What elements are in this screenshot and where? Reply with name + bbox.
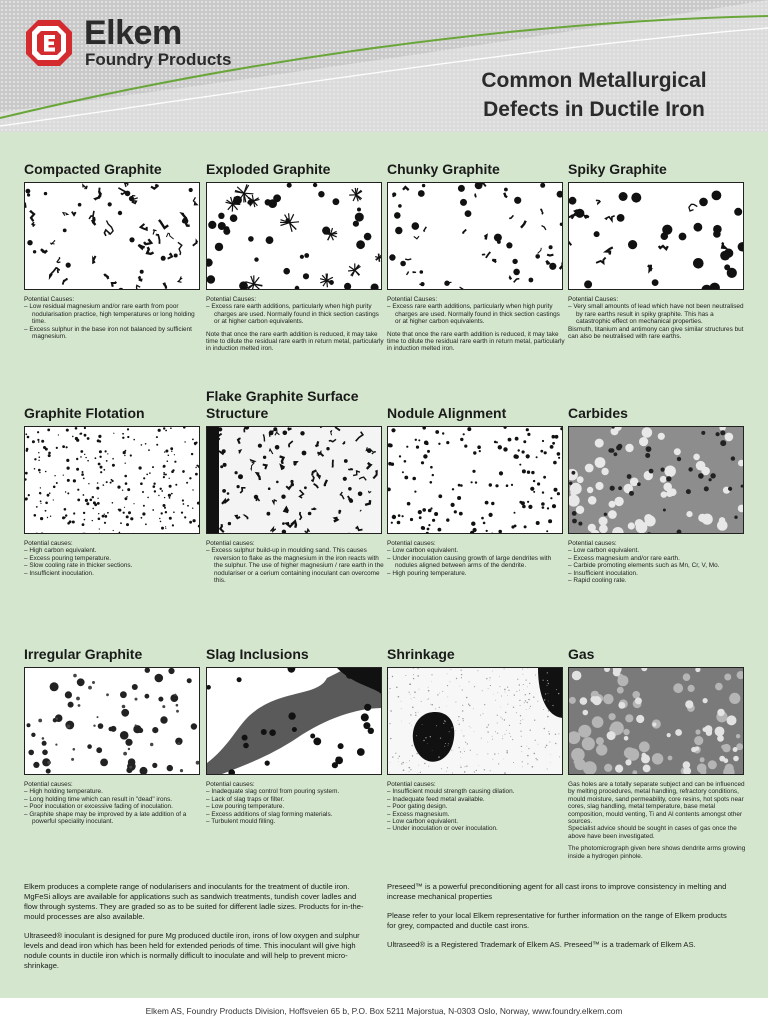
defect-photo-frame [24, 426, 200, 534]
micrograph-image [207, 668, 382, 775]
page-title-line-2: Defects in Ductile Iron [483, 98, 705, 121]
micrograph-image [569, 668, 744, 775]
defect-photo-frame [387, 426, 563, 534]
defect-photo-frame [568, 426, 744, 534]
cause-text: Potential Causes: [387, 296, 438, 303]
cause-text: The photomicrograph given here shows dendrite arms growing inside a hydrogen pinhole. [568, 845, 746, 860]
bottom-right-text [387, 882, 737, 950]
micrograph-image [569, 183, 744, 290]
cause-text: Potential causes: [206, 540, 255, 547]
defect-photo-frame [387, 182, 563, 290]
defect-causes [206, 296, 384, 353]
bottom-left-paragraph: Elkem produces a complete range of nodularisers and inoculants for the treatment of ductile iron. MgFeSi alloys are available for applications such as sandwich treatments, tundish cover ladles and flow through systems. They are graded so as to be suited for different ladle sizes. Products for in-the-mould processes are also available. [24, 882, 364, 921]
defect-causes [24, 781, 202, 825]
defect-card-graphite-flotation [24, 405, 202, 577]
defect-card-gas [568, 646, 746, 860]
cause-item: – High holding temperature. [24, 788, 103, 796]
cause-item: – Inadequate slag control from pouring system. [206, 788, 340, 796]
micrograph-image [25, 427, 200, 534]
cause-item: – Low carbon equivalent. [387, 818, 459, 826]
cause-text: Note that once the rare earth addition is reduced, it may take time to dilute the residual rare earth in return metal, particularly in induction melted iron. [206, 330, 384, 353]
cause-item: – Excess magnesium. [387, 810, 450, 818]
micrograph-image [388, 183, 563, 290]
defect-causes [206, 540, 384, 584]
cause-item: – Lack of slag traps or filter. [206, 795, 285, 803]
brand-subtitle: Foundry Products [85, 50, 232, 69]
cause-item: – Low residual magnesium and/or rare earth from poor nodularisation practice, high temperatures or long holding time. [24, 303, 195, 326]
defect-card-shrinkage [387, 646, 565, 833]
cause-item: – Poor inoculation or excessive fading of inoculation. [24, 803, 173, 811]
defect-card-slag-inclusions [206, 646, 384, 826]
defect-title: Chunky Graphite [387, 161, 500, 177]
defect-causes [387, 296, 565, 353]
micrograph-image [388, 668, 563, 775]
cause-item: – Poor gating design. [387, 803, 448, 811]
micrograph-image [569, 427, 744, 534]
cause-item: – High pouring temperature. [387, 569, 467, 577]
cause-text: Potential causes: [24, 781, 73, 788]
defect-causes [568, 781, 746, 860]
bottom-left-paragraph: Ultraseed® inoculant is designed for pure Mg produced ductile iron, irons of low oxygen and sulphur levels and dead iron which has been held for extended periods of time. This inoculant will give high nodule counts in ductile iron which is normally difficult to inoculate and will help to prevent micro-shrinkage. [24, 931, 360, 970]
defect-title: Nodule Alignment [387, 405, 507, 421]
defect-title: Carbides [568, 405, 628, 421]
footer-address: Elkem AS, Foundry Products Division, Hoffsveien 65 b, P.O. Box 5211 Majorstua, N-0303 Oslo, Norway, www.foundry.elkem.com [0, 998, 768, 1024]
defect-causes [568, 540, 746, 584]
defect-card-exploded-graphite [206, 161, 384, 353]
bottom-right-paragraph: Please refer to your local Elkem representative for further information on the range of Elkem products for grey, compacted and ductile cast irons. [387, 911, 727, 930]
defect-photo-frame [387, 667, 563, 775]
page-header [0, 0, 768, 132]
cause-item: – Excess magnesium and/or rare earth. [568, 554, 680, 562]
defect-causes [206, 781, 384, 825]
defect-photo-frame [568, 667, 744, 775]
defect-title: Shrinkage [387, 646, 455, 662]
elkem-logo-icon [24, 18, 74, 68]
cause-text: Potential causes: [387, 540, 436, 547]
defect-title: Slag Inclusions [206, 646, 309, 662]
cause-text: Potential causes: [387, 781, 436, 788]
cause-text: Potential Causes: [568, 296, 619, 303]
defect-photo-frame [24, 667, 200, 775]
cause-item: – Turbulent mould filling. [206, 818, 276, 826]
micrograph-image [388, 427, 563, 534]
cause-item: – Low pouring temperature. [206, 803, 285, 811]
defect-photo-frame [206, 182, 382, 290]
cause-item: – Very small amounts of lead which have not been neutralised by rare earths result in spiky graphite. This has a catastrophic effect on mechanical properties. [568, 303, 744, 326]
defect-causes [24, 296, 202, 340]
defect-causes [568, 296, 746, 340]
micrograph-image [207, 183, 382, 290]
micrograph-image [25, 183, 200, 290]
cause-text: Potential causes: [568, 540, 617, 547]
cause-item: – Excess additions of slag forming materials. [206, 810, 333, 818]
defect-card-flake-graphite-surface-structure [206, 388, 384, 585]
page-title-line-1: Common Metallurgical [481, 69, 707, 92]
cause-item: – High carbon equivalent. [24, 547, 97, 555]
page-title [444, 66, 744, 124]
cause-item: – Excess rare earth additions, particularly when high purity charges are used. Normally found in thick section castings or at higher carbon equivalents. [206, 303, 379, 326]
defect-title: Exploded Graphite [206, 161, 331, 177]
defect-title: Graphite Flotation [24, 405, 145, 421]
micrograph-image [207, 427, 382, 534]
defect-causes [24, 540, 202, 577]
defect-card-spiky-graphite [568, 161, 746, 341]
cause-text: Potential causes: [206, 781, 255, 788]
defect-photo-frame [568, 182, 744, 290]
cause-item: – Inadequate feed metal available. [387, 795, 485, 803]
cause-text: Note that once the rare earth addition is reduced, it may take time to dilute the residual rare earth in return metal, particularly in induction melted iron. [387, 330, 565, 353]
cause-item: – Graphite shape may be improved by a late addition of a powerful speciality inoculant. [24, 810, 187, 826]
defect-photo-frame [206, 667, 382, 775]
cause-item: – Insufficient mould strength causing dilation. [387, 788, 515, 796]
cause-item: – Rapid cooling rate. [568, 577, 627, 585]
cause-item: – Under inoculation causing growth of large dendrites with nodules aligned between arms of the dendrite. [387, 554, 552, 570]
defect-photo-frame [24, 182, 200, 290]
defect-photo-frame [206, 426, 382, 534]
defect-title: Spiky Graphite [568, 161, 667, 177]
cause-item: – Carbide promoting elements such as Mn, Cr, V, Mo. [568, 562, 720, 570]
defect-title: Flake Graphite Surface Structure [206, 388, 359, 421]
cause-text: Potential Causes: [24, 296, 75, 303]
cause-text: Gas holes are a totally separate subject and can be influenced by melting procedures, metal handling, refractory conditions, mould moisture, sand permeability, core resins, hot spots near cores, slag handling, metal temperature, base metal composition, mould venting, Ti and Al contents amongst other sources. [568, 781, 745, 826]
cause-item: – Slow cooling rate in thicker sections. [24, 562, 133, 570]
defect-card-compacted-graphite [24, 161, 202, 341]
micrograph-image [25, 668, 200, 775]
defect-card-carbides [568, 405, 746, 585]
cause-text: Bismuth, titanium and antimony can give similar structures but can also be neutralised with rare earths. [568, 325, 744, 341]
cause-item: – Insufficient inoculation. [24, 569, 94, 577]
defect-causes [387, 540, 565, 577]
cause-item: – Insufficient inoculation. [568, 569, 638, 577]
cause-item: – Under inoculation or over inoculation. [387, 825, 498, 833]
defect-title: Compacted Graphite [24, 161, 162, 177]
defect-card-chunky-graphite [387, 161, 565, 353]
cause-text: Potential causes: [24, 540, 73, 547]
bottom-left-text [24, 882, 370, 971]
cause-item: – Excess sulphur build-up in moulding sand. This causes reversion to flake as the magnesium in the iron reacts with the sulphur. The use of higher magnesium / rare earth in the nodulariser or a cerium containing inoculant can overcome this. [206, 547, 384, 585]
cause-item: – Long holding time which can result in "dead" irons. [24, 795, 173, 803]
bottom-right-paragraph: Preseed™ is a powerful preconditioning agent for all cast irons to improve consistency in melting and increase mechanical properties [387, 882, 727, 901]
cause-item: – Excess rare earth additions, particularly when high purity charges are used. Normally found in thick section castings or at higher carbon equivalents. [387, 303, 560, 326]
defect-title: Irregular Graphite [24, 646, 143, 662]
brand-name: Elkem [84, 14, 182, 52]
bottom-right-paragraph: Ultraseed® is a Registered Trademark of Elkem AS. Preseed™ is a trademark of Elkem AS. [387, 940, 696, 949]
cause-item: – Low carbon equivalent. [568, 547, 640, 555]
cause-item: – Excess pouring temperature. [24, 554, 112, 562]
defect-causes [387, 781, 565, 833]
cause-item: – Excess sulphur in the base iron not balanced by sufficient magnesium. [24, 325, 192, 341]
defect-card-irregular-graphite [24, 646, 202, 826]
cause-item: – Low carbon equivalent. [387, 547, 459, 555]
defect-title: Gas [568, 646, 595, 662]
cause-text: Potential Causes: [206, 296, 257, 303]
cause-text: Specialist advice should be sought in cases of gas once the above have been investigated. [568, 825, 737, 840]
defect-card-nodule-alignment [387, 405, 565, 577]
